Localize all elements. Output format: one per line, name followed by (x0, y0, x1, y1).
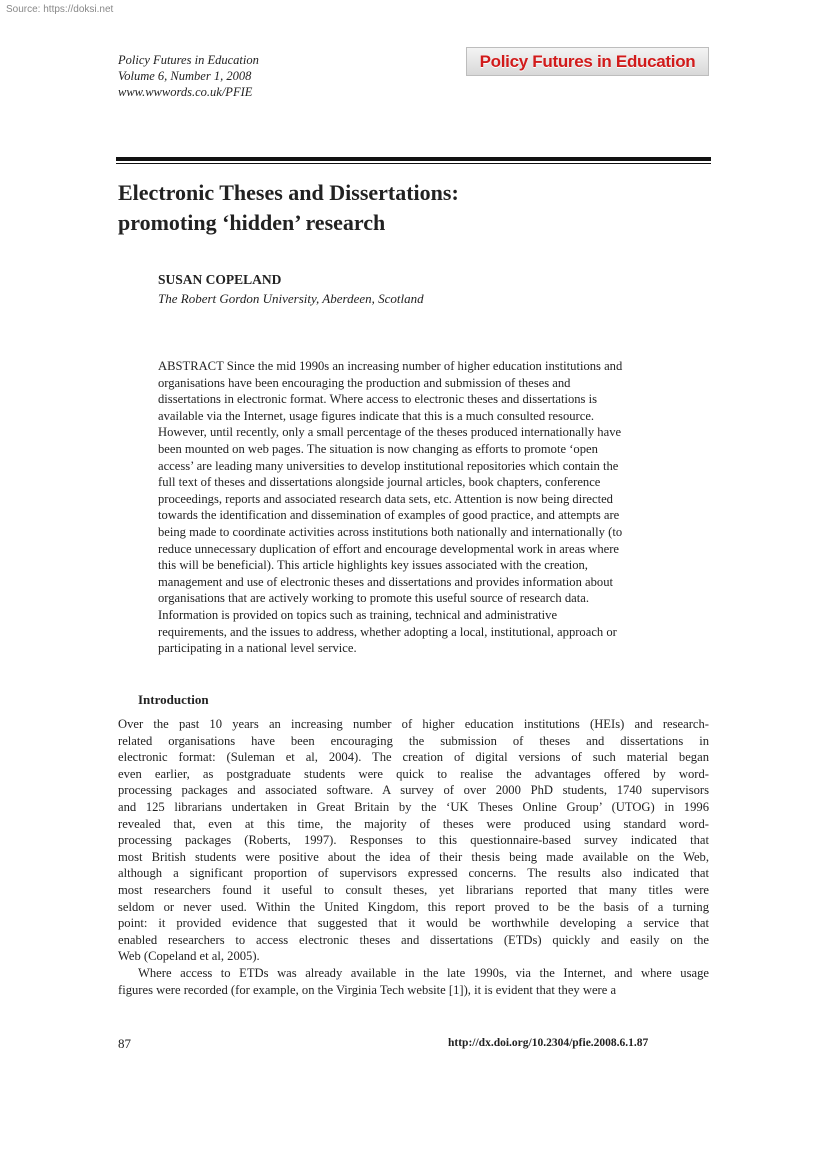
body-text (118, 716, 709, 998)
abstract-line: organisations that are actively working to promote this useful source of research data. (158, 591, 589, 606)
doi-link[interactable]: http://dx.doi.org/10.2304/pfie.2008.6.1.87 (448, 1037, 649, 1049)
journal-url: www.wwwords.co.uk/PFIE (118, 85, 253, 99)
header-rule-thin (116, 163, 711, 164)
abstract-line: reduce unnecessary duplication of effort and encourage developmental work in areas where (158, 541, 619, 556)
abstract-line: full text of theses and dissertations alongside journal articles, book chapters, conference (158, 475, 601, 490)
abstract-line: requirements, and the issues to address, whether adopting a local, institutional, approach or (158, 624, 617, 639)
body-line: Over the past 10 years an increasing number of higher education institutions (HEIs) and research- (118, 717, 709, 731)
body-line: enabled researchers to access electronic theses and dissertations (ETDs) quickly and easily on the (118, 932, 709, 947)
abstract-line: this will be beneficial). This article highlights key issues associated with the creation, (158, 558, 588, 573)
title-line: promoting ‘hidden’ research (118, 210, 386, 235)
body-line: although a significant proportion of supervisors expressed concerns. The results also indicated that (118, 866, 709, 881)
abstract-line: access’ are leading many universities to develop institutional repositories which contain the (158, 458, 619, 473)
article-title (118, 178, 459, 238)
body-line: Web (Copeland et al, 2005). (118, 949, 260, 964)
body-line: electronic format: (Suleman et al, 2004). The creation of digital versions of such material began (118, 750, 709, 765)
header-rule-thick (116, 157, 711, 161)
abstract-line: been mounted on web pages. The situation is now changing as efforts to promote ‘open (158, 441, 598, 456)
body-line: seldom or never used. Within the United Kingdom, this report proved to be the basis of a turning (118, 899, 709, 914)
author-affiliation: The Robert Gordon University, Aberdeen, Scotland (158, 291, 424, 306)
journal-logo: Policy Futures in Education (466, 47, 709, 76)
abstract-line: Information is provided on topics such as training, technical and administrative (158, 607, 558, 622)
abstract-line: participating in a national level service. (158, 641, 357, 656)
body-line: revealed that, even at this time, the majority of theses were produced using standard word- (118, 816, 709, 831)
abstract-line: proceedings, reports and associated research data sets, etc. Attention is now being directed (158, 491, 613, 506)
source-watermark: Source: https://doksi.net (6, 4, 114, 15)
body-line: and 125 librarians undertaken in Great Britain by the ‘UK Theses Online Group’ (UTOG) in 1996 (118, 799, 709, 814)
body-line: point: it provided evidence that suggested that it would be worthwhile developing a service that (118, 916, 709, 931)
abstract-line: ABSTRACT Since the mid 1990s an increasing number of higher education institutions and (158, 359, 623, 373)
title-line: Electronic Theses and Dissertations: (118, 180, 459, 205)
body-line: Where access to ETDs was already available in the late 1990s, via the Internet, and where usage (138, 965, 709, 980)
body-line: even earlier, as postgraduate students were quick to realise the advantages offered by word- (118, 766, 709, 781)
body-line: related organisations have been encouraging the submission of theses and dissertations in (118, 733, 709, 748)
section-heading-introduction: Introduction (138, 692, 209, 707)
abstract (158, 358, 710, 657)
journal-name: Policy Futures in Education (118, 53, 259, 67)
abstract-line: being made to coordinate activities across institutions both nationally and internationally (to (158, 524, 623, 539)
journal-volume: Volume 6, Number 1, 2008 (118, 69, 252, 83)
abstract-line: towards the identification and dissemination of examples of good practice, and attempts are (158, 508, 620, 523)
page-number: 87 (118, 1036, 131, 1051)
abstract-line: available via the Internet, usage figures indicate that this is a much consulted resource. (158, 408, 595, 423)
abstract-line: organisations have been encouraging the production and submission of theses and (158, 375, 571, 390)
body-line: processing packages and associated software. A survey of over 2000 PhD students, 1740 supervisors (118, 783, 709, 798)
body-line: figures were recorded (for example, on the Virginia Tech website [1]), it is evident that they were a (118, 982, 617, 997)
abstract-line: management and use of electronic theses and dissertations and provides information about (158, 574, 613, 589)
body-line: most British students were positive about the idea of their thesis being made available on the Web, (118, 849, 709, 864)
body-line: processing packages (Roberts, 1997). Responses to this questionnaire-based survey indicated that (118, 833, 709, 848)
journal-info (118, 52, 259, 100)
author-name: SUSAN COPELAND (158, 272, 282, 287)
abstract-line: dissertations in electronic format. Where access to electronic theses and dissertations is (158, 392, 598, 407)
abstract-line: However, until recently, only a small percentage of the theses produced internationally have (158, 425, 622, 440)
body-line: most researchers found it useful to consult theses, yet librarians reported that many titles were (118, 882, 709, 897)
